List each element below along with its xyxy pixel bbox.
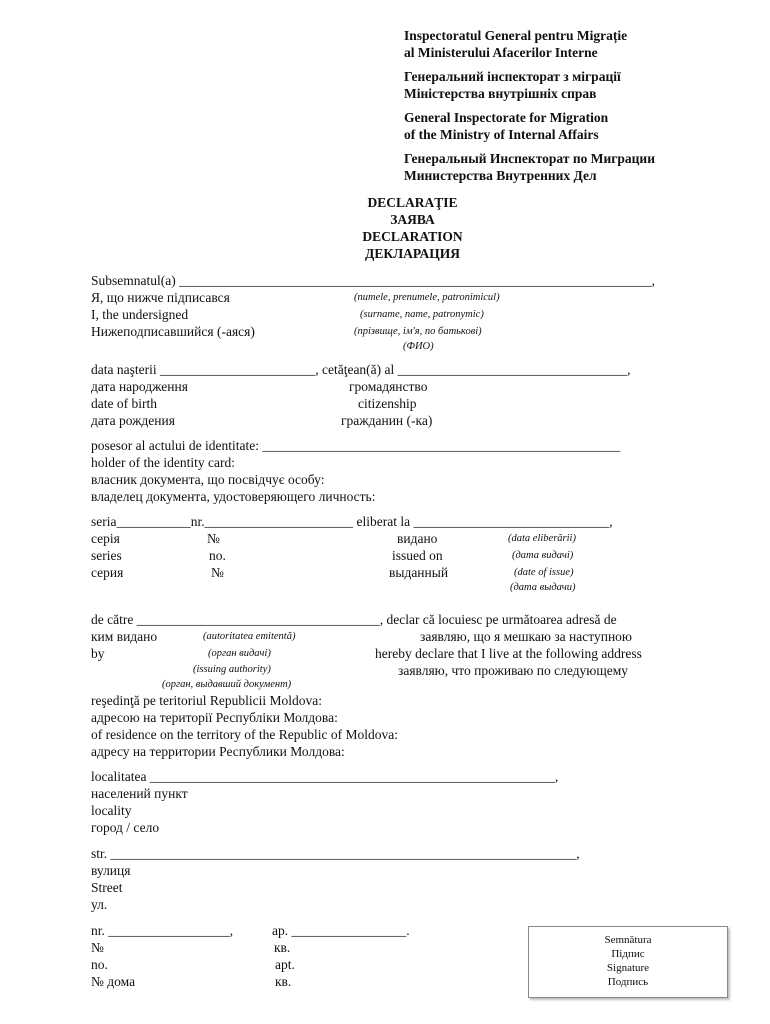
- street-label-ru: ул.: [91, 897, 108, 912]
- issuing-authority-label-en: by: [91, 646, 105, 661]
- signature-label-ru: Подпись: [607, 976, 649, 988]
- authority-uk-2: Міністерства внутрішніх справ: [404, 86, 597, 101]
- birth-label-ru: дата рождения: [91, 413, 175, 428]
- locality-label-ru: город / село: [91, 820, 160, 835]
- authority-note-en: (issuing authority): [193, 664, 271, 675]
- undersigned-label-ru: Нижеподписавшийся (-аяся): [91, 324, 255, 339]
- issue-date-note-uk: (дата видачі): [512, 550, 574, 561]
- birth-label-en: date of birth: [91, 396, 157, 411]
- apartment-label-ru: кв.: [275, 974, 292, 989]
- locality-label-uk: населений пункт: [91, 786, 188, 801]
- signature-box[interactable]: [528, 926, 728, 998]
- identity-card-label-ru: владелец документа, удостоверяющего личность:: [91, 489, 376, 504]
- name-note-ru: (ФИО): [403, 341, 434, 352]
- citizenship-label-ru: гражданин (-ка): [341, 413, 433, 428]
- declare-text-en: hereby declare that I live at the following address: [375, 646, 642, 661]
- residence-text-ro: reşedinţă pe teritoriul Republicii Moldova:: [91, 693, 322, 708]
- apartment-label-uk: кв.: [274, 940, 291, 955]
- title-ro: DECLARAŢIE: [367, 195, 458, 210]
- issue-date-note-en: (date of issue): [514, 567, 574, 578]
- birth-citizenship-field[interactable]: data naşterii _______________________, cetăţean(ă) al __________________________________,: [91, 362, 631, 377]
- house-number-field[interactable]: nr. __________________,: [91, 923, 234, 938]
- title-uk: ЗАЯВА: [390, 212, 435, 227]
- number-label-en: no.: [209, 548, 226, 563]
- signature-label-en: Signature: [606, 962, 650, 974]
- name-note-uk: (прізвище, ім'я, по батькові): [354, 326, 482, 337]
- authority-ru-1: Генеральный Инспекторат по Миграции: [404, 151, 655, 166]
- citizenship-label-uk: громадянство: [349, 379, 428, 394]
- declare-text-uk: заявляю, що я мешкаю за наступною: [420, 629, 633, 644]
- locality-label-en: locality: [91, 803, 132, 818]
- authority-en-1: General Inspectorate for Migration: [404, 110, 609, 125]
- authority-ro-1: Inspectoratul General pentru Migrație: [404, 28, 628, 43]
- number-label-ru: №: [211, 565, 224, 580]
- series-label-en: series: [91, 548, 122, 563]
- series-number-issued-field[interactable]: seria___________nr.______________________ eliberat la _____________________________,: [91, 514, 613, 529]
- issued-label-ru: выданный: [389, 565, 449, 580]
- house-number-label-en: no.: [91, 957, 108, 972]
- authority-note-ru: (орган, выдавший документ): [162, 679, 292, 690]
- house-number-label-uk: №: [91, 940, 104, 955]
- locality-field[interactable]: localitatea ____________________________________________________________,: [91, 769, 559, 784]
- authority-note-ro: (autoritatea emitentă): [203, 631, 296, 642]
- house-number-label-ru: № дома: [91, 974, 136, 989]
- residence-text-uk: адресою на території Республіки Молдова:: [91, 710, 338, 725]
- citizenship-label-en: citizenship: [358, 396, 417, 411]
- name-note-en: (surname, name, patronymic): [360, 309, 484, 320]
- authority-ru-2: Министерства Внутренних Дел: [404, 168, 597, 183]
- street-label-uk: вулиця: [91, 863, 131, 878]
- authority-ro-2: al Ministerului Afacerilor Interne: [404, 45, 598, 60]
- street-field[interactable]: str. _____________________________________________________________________,: [91, 846, 580, 861]
- signature-label-uk: Підпис: [611, 948, 645, 960]
- birth-label-uk: дата народження: [91, 379, 188, 394]
- street-label-en: Street: [91, 880, 123, 895]
- authority-uk-1: Генеральний інспекторат з міграції: [404, 69, 621, 84]
- apartment-label-en: apt.: [275, 957, 295, 972]
- identity-card-field[interactable]: posesor al actului de identitate: _____________________________________________________: [91, 438, 621, 453]
- signature-label-ro: Semnătura: [604, 934, 652, 946]
- undersigned-label-en: I, the undersigned: [91, 307, 189, 322]
- issued-label-en: issued on: [392, 548, 443, 563]
- identity-card-label-en: holder of the identity card:: [91, 455, 235, 470]
- undersigned-label-uk: Я, що нижче підписався: [91, 290, 230, 305]
- issued-label-uk: видано: [397, 531, 438, 546]
- issuing-authority-label-uk: ким видано: [91, 629, 158, 644]
- issuing-authority-field[interactable]: de către ____________________________________, declar că locuiesc pe următoarea adresă de: [91, 612, 617, 627]
- authority-note-uk: (орган видачі): [208, 648, 271, 659]
- undersigned-field[interactable]: Subsemnatul(a) ______________________________________________________________________,: [91, 273, 655, 288]
- name-note-ro: (numele, prenumele, patronimicul): [354, 292, 500, 303]
- residence-text-en: of residence on the territory of the Republic of Moldova:: [91, 727, 399, 742]
- residence-text-ru: адресу на территории Республики Молдова:: [91, 744, 345, 759]
- authority-en-2: of the Ministry of Internal Affairs: [404, 127, 599, 142]
- title-en: DECLARATION: [362, 229, 463, 244]
- issue-date-note-ru: (дата выдачи): [510, 582, 576, 593]
- title-ru: ДЕКЛАРАЦИЯ: [365, 246, 460, 261]
- identity-card-label-uk: власник документа, що посвідчує особу:: [91, 472, 325, 487]
- series-label-uk: серія: [91, 531, 120, 546]
- issue-date-note-ro: (data eliberării): [508, 533, 576, 544]
- declare-text-ru: заявляю, что проживаю по следующему: [398, 663, 629, 678]
- apartment-field[interactable]: ap. _________________.: [272, 923, 410, 938]
- series-label-ru: серия: [91, 565, 124, 580]
- number-label-uk: №: [207, 531, 220, 546]
